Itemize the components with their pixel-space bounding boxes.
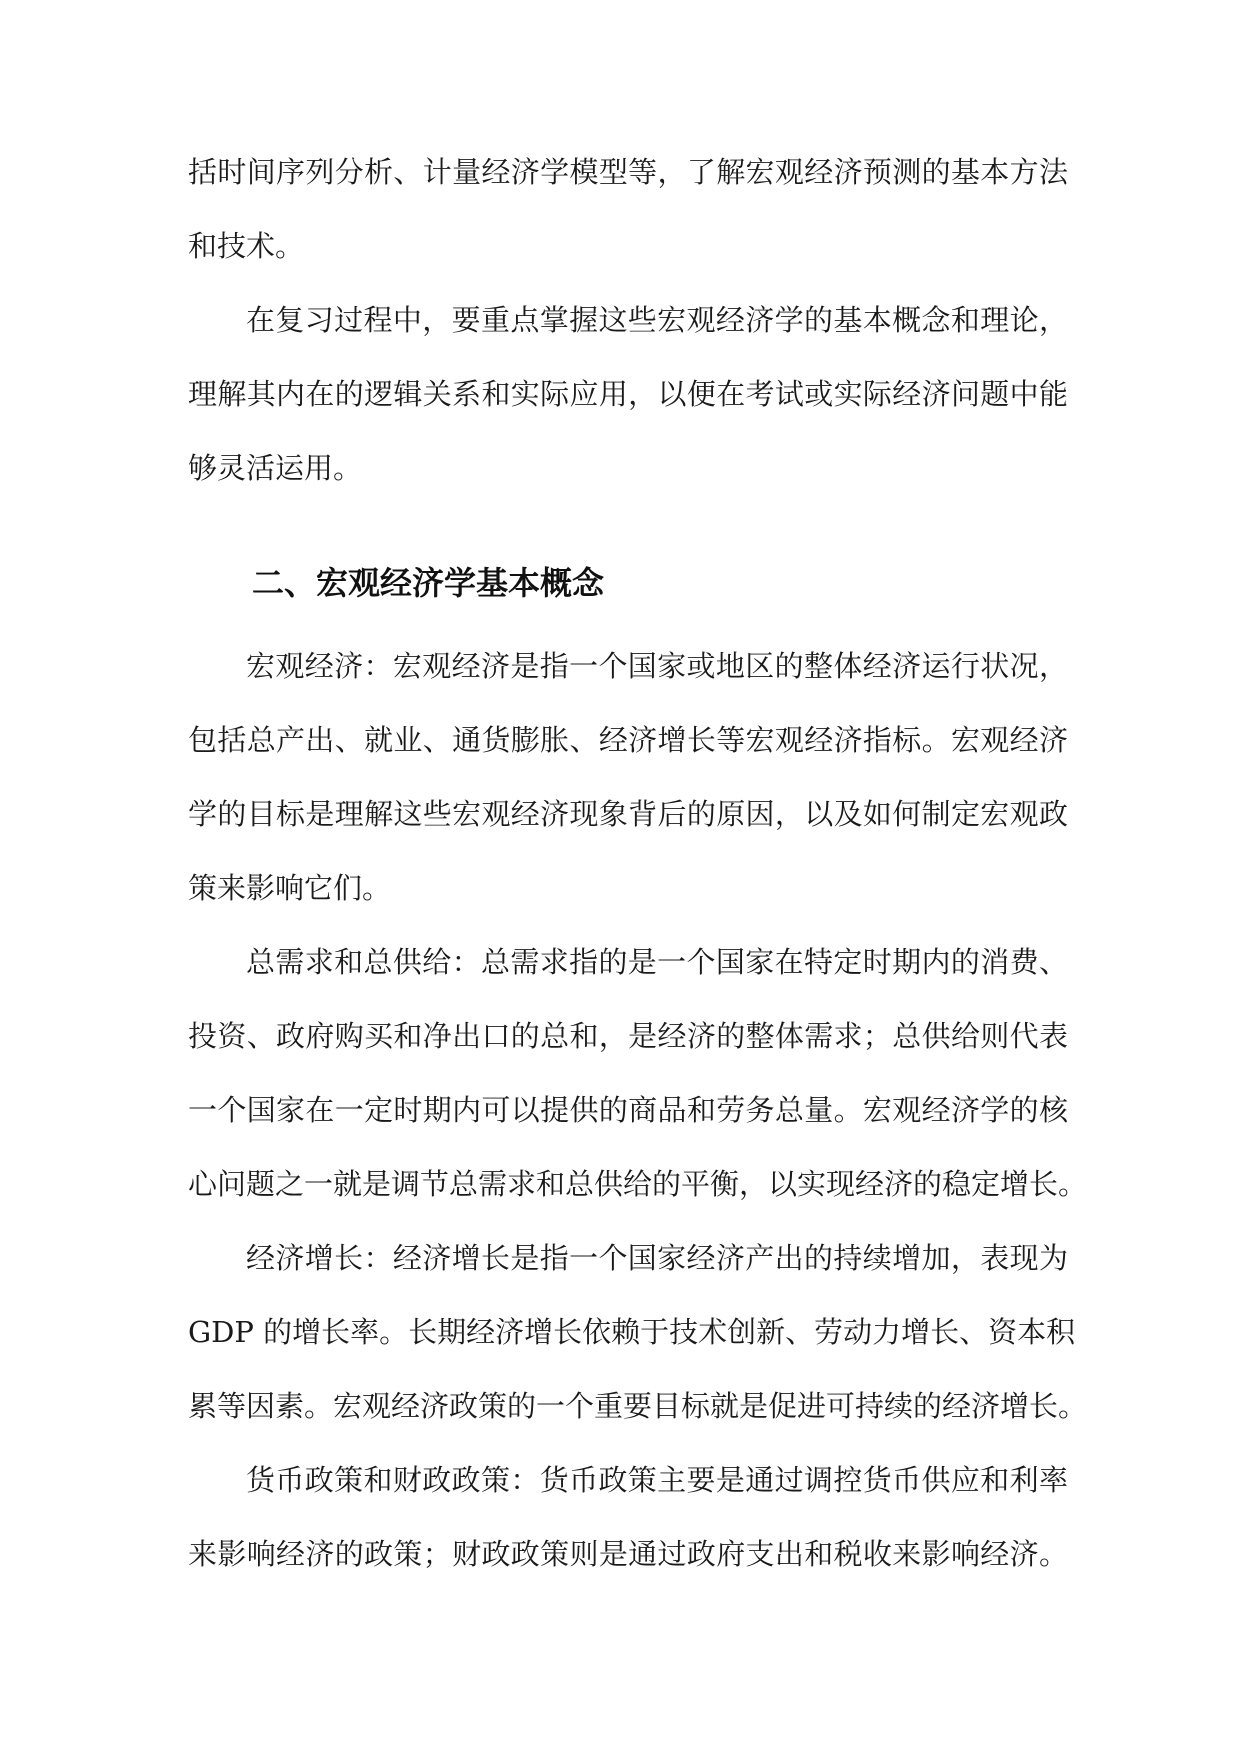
paragraph-4-line-2: 投资、政府购买和净出口的总和，是经济的整体需求；总供给则代表 (188, 1019, 1068, 1053)
paragraph-3-line-3: 学的目标是理解这些宏观经济现象背后的原因，以及如何制定宏观政 (188, 797, 1068, 831)
paragraph-1-line-2: 和技术。 (188, 229, 305, 263)
paragraph-4-line-4: 心问题之一就是调节总需求和总供给的平衡，以实现经济的稳定增长。 (188, 1167, 1088, 1201)
section-heading: 二、宏观经济学基本概念 (252, 564, 605, 602)
paragraph-3-line-4: 策来影响它们。 (188, 871, 392, 905)
paragraph-5-line-3: 累等因素。宏观经济政策的一个重要目标就是促进可持续的经济增长。 (188, 1389, 1088, 1423)
paragraph-4-line-1: 总需求和总供给：总需求指的是一个国家在特定时期内的消费、 (246, 945, 1068, 979)
paragraph-2-line-1: 在复习过程中，要重点掌握这些宏观经济学的基本概念和理论， (246, 303, 1068, 337)
paragraph-3-line-2: 包括总产出、就业、通货膨胀、经济增长等宏观经济指标。宏观经济 (188, 723, 1068, 757)
paragraph-4-line-3: 一个国家在一定时期内可以提供的商品和劳务总量。宏观经济学的核 (188, 1093, 1068, 1127)
paragraph-1-line-1: 括时间序列分析、计量经济学模型等，了解宏观经济预测的基本方法 (188, 155, 1068, 189)
paragraph-5-line-1: 经济增长：经济增长是指一个国家经济产出的持续增加，表现为 (246, 1241, 1068, 1275)
paragraph-6-line-1: 货币政策和财政政策：货币政策主要是通过调控货币供应和利率 (246, 1463, 1068, 1497)
paragraph-5-line-2: GDP 的增长率。长期经济增长依赖于技术创新、劳动力增长、资本积 (188, 1315, 1076, 1349)
paragraph-2-line-3: 够灵活运用。 (188, 451, 363, 485)
paragraph-3-line-1: 宏观经济：宏观经济是指一个国家或地区的整体经济运行状况， (246, 649, 1068, 683)
paragraph-2-line-2: 理解其内在的逻辑关系和实际应用，以便在考试或实际经济问题中能 (188, 377, 1068, 411)
paragraph-6-line-2: 来影响经济的政策；财政政策则是通过政府支出和税收来影响经济。 (188, 1537, 1068, 1571)
